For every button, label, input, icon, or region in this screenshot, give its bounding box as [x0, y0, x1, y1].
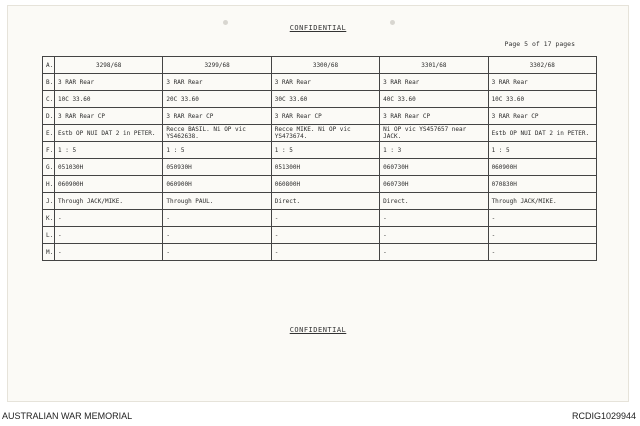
table-cell: Estb OP NUI DAT 2 in PETER. [488, 125, 596, 142]
table-row [43, 142, 597, 159]
table-cell: 3 RAR Rear CP [271, 108, 379, 125]
table-row [43, 227, 597, 244]
table-cell: 3300/68 [271, 57, 379, 74]
row-label: K. [43, 210, 55, 227]
table-cell: 1 : 5 [163, 142, 271, 159]
table-cell: 30C 33.60 [271, 91, 379, 108]
table-cell: - [163, 227, 271, 244]
row-label: D. [43, 108, 55, 125]
table-row [43, 125, 597, 142]
table-cell: Through JACK/MIKE. [488, 193, 596, 210]
table-cell: 3 RAR Rear CP [380, 108, 488, 125]
table-cell: - [380, 210, 488, 227]
table-cell: 3 RAR Rear [380, 74, 488, 91]
table-cell: 3 RAR Rear CP [488, 108, 596, 125]
row-label: M. [43, 244, 55, 261]
table-cell: - [380, 227, 488, 244]
table-cell: - [163, 210, 271, 227]
table-cell: 3 RAR Rear CP [55, 108, 163, 125]
table-cell: 3 RAR Rear [488, 74, 596, 91]
table-cell: Direct. [271, 193, 379, 210]
table-cell: 060900H [55, 176, 163, 193]
table-cell: Direct. [380, 193, 488, 210]
table-cell: 1 : 5 [55, 142, 163, 159]
confidential-header: CONFIDENTIAL [289, 24, 347, 32]
table-cell: 3298/68 [55, 57, 163, 74]
row-label: B. [43, 74, 55, 91]
table-cell: Through JACK/MIKE. [55, 193, 163, 210]
table-cell: Recce MIKE. Ni OP vic YS473674. [271, 125, 379, 142]
table-row [43, 159, 597, 176]
table-cell: 060730H [380, 176, 488, 193]
row-label: C. [43, 91, 55, 108]
table-cell: 40C 33.60 [380, 91, 488, 108]
table-row [43, 210, 597, 227]
table-cell: - [380, 244, 488, 261]
table-cell: 3302/68 [488, 57, 596, 74]
table-cell: 060900H [488, 159, 596, 176]
table-cell: 060900H [163, 176, 271, 193]
table-cell: 051300H [271, 159, 379, 176]
row-label: J. [43, 193, 55, 210]
document-page [8, 6, 628, 401]
table-row [43, 91, 597, 108]
table-row [43, 193, 597, 210]
row-label: L. [43, 227, 55, 244]
row-label: G. [43, 159, 55, 176]
table-cell: Ni OP vic YS457657 near JACK. [380, 125, 488, 142]
row-label: H. [43, 176, 55, 193]
table-cell: Recce BASIL. Ni OP vic YS462638. [163, 125, 271, 142]
table-cell: 3 RAR Rear [55, 74, 163, 91]
table-row [43, 108, 597, 125]
table-row [43, 176, 597, 193]
table-cell: - [55, 227, 163, 244]
archive-source: AUSTRALIAN WAR MEMORIAL [2, 411, 133, 421]
table-cell: 050930H [163, 159, 271, 176]
confidential-footer: CONFIDENTIAL [289, 326, 347, 334]
table-cell: 3299/68 [163, 57, 271, 74]
table-cell: - [488, 227, 596, 244]
table-cell: - [488, 210, 596, 227]
table-cell: 3 RAR Rear CP [163, 108, 271, 125]
page-number: Page 5 of 17 pages [504, 40, 575, 48]
table-cell: Estb OP NUI DAT 2 in PETER. [55, 125, 163, 142]
row-label: E. [43, 125, 55, 142]
table-row [43, 74, 597, 91]
table-cell: - [271, 244, 379, 261]
orders-table [42, 56, 597, 261]
table-cell: 1 : 3 [380, 142, 488, 159]
table-cell: 1 : 5 [488, 142, 596, 159]
table-cell: 070830H [488, 176, 596, 193]
table-cell: 20C 33.60 [163, 91, 271, 108]
table-cell: 3301/68 [380, 57, 488, 74]
table-cell: 051030H [55, 159, 163, 176]
table-cell: 1 : 5 [271, 142, 379, 159]
table-cell: 060800H [271, 176, 379, 193]
row-label: A. [43, 57, 55, 74]
table-cell: 060730H [380, 159, 488, 176]
table-cell: - [271, 227, 379, 244]
table-row [43, 244, 597, 261]
table-cell: 10C 33.60 [55, 91, 163, 108]
table-cell: 3 RAR Rear [163, 74, 271, 91]
table-cell: - [55, 210, 163, 227]
table-cell: - [488, 244, 596, 261]
table-row [43, 57, 597, 74]
table-cell: - [163, 244, 271, 261]
archive-reference: RCDIG1029944 [571, 411, 636, 421]
table-cell: Through PAUL. [163, 193, 271, 210]
table-cell: - [55, 244, 163, 261]
table-cell: - [271, 210, 379, 227]
row-label: F. [43, 142, 55, 159]
table-cell: 10C 33.60 [488, 91, 596, 108]
table-cell: 3 RAR Rear [271, 74, 379, 91]
